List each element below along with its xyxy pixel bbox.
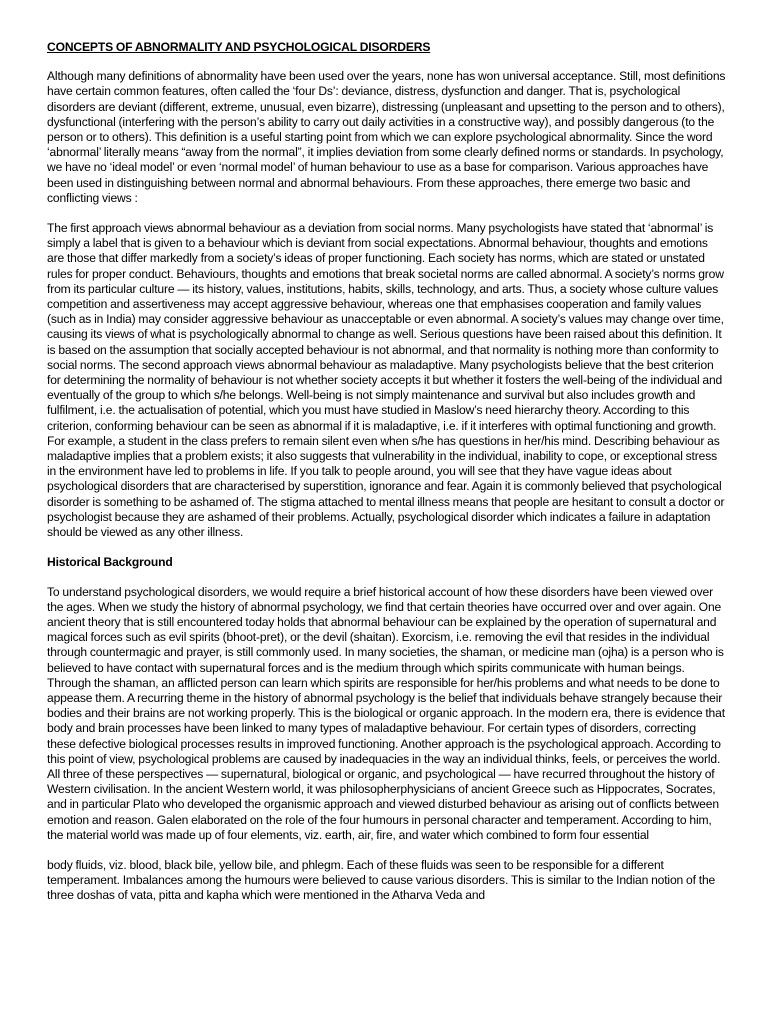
- paragraph-definition: Although many definitions of abnormality have been used over the years, none has won universal acceptance. Still, most definitions have certain common features, often called the ‘four Ds’: deviance, distress, dysfunction and danger. That is, psychological disorders are deviant (different, extreme, unusual, even bizarre), distressing (unpleasant and upsetting to the person and to others), dysfunctional (interfering with the person’s ability to carry out daily activities in a constructive way), and possibly dangerous (to the person or to others). This definition is a useful starting point from which we can explore psychological abnormality. Since the word ‘abnormal’ literally means “away from the normal”, it implies deviation from some clearly defined norms or standards. In psychology, we have no ‘ideal model’ or even ‘normal model’ of human behaviour to use as a base for comparison. Various approaches have been used in distinguishing between normal and abnormal behaviours. From these approaches, there emerge two basic and conflicting views :: [47, 69, 726, 205]
- document-title: CONCEPTS OF ABNORMALITY AND PSYCHOLOGICAL DISORDERS: [47, 40, 431, 54]
- section-heading: Historical Background: [47, 555, 173, 570]
- paragraph-approaches: The first approach views abnormal behaviour as a deviation from social norms. Many psychologists have stated that ‘abnormal’ is simply a label that is given to a behaviour which is deviant from social expectations. Abnormal behaviour, thoughts and emotions are those that differ markedly from a society’s ideas of proper functioning. Each society has norms, which are stated or unstated rules for proper conduct. Behaviours, thoughts and emotions that break societal norms are called abnormal. A society’s norms grow from its particular culture — its history, values, institutions, habits, skills, technology, and arts. Thus, a society whose culture values competition and assertiveness may accept aggressive behaviour, whereas one that emphasises cooperation and family values (such as in India) may consider aggressive behaviour as unacceptable or even abnormal. A society’s values may change over time, causing its views of what is psychologically abnormal to change as well. Serious questions have been raised about this definition. It is based on the assumption that socially accepted behaviour is not abnormal, and that normality is nothing more than conformity to social norms. The second approach views abnormal behaviour as maladaptive. Many psychologists believe that the best criterion for determining the normality of behaviour is not whether society accepts it but whether it fosters the well-being of the individual and eventually of the group to which s/he belongs. Well-being is not simply maintenance and survival but also includes growth and fulfilment, i.e. the actualisation of potential, which you must have studied in Maslow’s need hierarchy theory. According to this criterion, conforming behaviour can be seen as abnormal if it is maladaptive, i.e. if it interferes with optimal functioning and growth. For example, a student in the class prefers to remain silent even when s/he has questions in her/his mind. Describing behaviour as maladaptive implies that a problem exists; it also suggests that vulnerability in the individual, inability to cope, or exceptional stress in the environment have led to problems in life. If you talk to people around, you will see that they have vague ideas about psychological disorders that are characterised by superstition, ignorance and fear. Again it is commonly believed that psychological disorder is something to be ashamed of. The stigma attached to mental illness means that people are hesitant to consult a doctor or psychologist because they are ashamed of their problems. Actually, psychological disorder which indicates a failure in adaptation should be viewed as any other illness.: [47, 221, 725, 540]
- document-page: [47, 40, 727, 904]
- paragraph-humours: body fluids, viz. blood, black bile, yellow bile, and phlegm. Each of these fluids was seen to be responsible for a different temperament. Imbalances among the humours were believed to cause various disorders. This is similar to the Indian notion of the three doshas of vata, pitta and kapha which were mentioned in the Atharva Veda and: [47, 857, 716, 903]
- paragraph-history: To understand psychological disorders, we would require a brief historical account of how these disorders have been viewed over the ages. When we study the history of abnormal psychology, we find that certain theories have occurred over and over again. One ancient theory that is still encountered today holds that abnormal behaviour can be explained by the operation of supernatural and magical forces such as evil spirits (bhoot-pret), or the devil (shaitan). Exorcism, i.e. removing the evil that resides in the individual through countermagic and prayer, is still commonly used. In many societies, the shaman, or medicine man (ojha) is a person who is believed to have contact with supernatural forces and is the medium through which spirits communicate with human beings. Through the shaman, an afflicted person can learn which spirits are responsible for her/his problems and what needs to be done to appease them. A recurring theme in the history of abnormal psychology is the belief that individuals behave strangely because their bodies and their brains are not working properly. This is the biological or organic approach. In the modern era, there is evidence that body and brain processes have been linked to many types of maladaptive behaviour. For certain types of disorders, correcting these defective biological processes results in improved functioning. Another approach is the psychological approach. According to this point of view, psychological problems are caused by inadequacies in the way an individual thinks, feels, or perceives the world. All three of these perspectives — supernatural, biological or organic, and psychological — have recurred throughout the history of Western civilisation. In the ancient Western world, it was philosopherphysicians of ancient Greece such as Hippocrates, Socrates, and in particular Plato who developed the organismic approach and viewed disturbed behaviour as arising out of conflicts between emotion and reason. Galen elaborated on the role of the four humours in personal character and temperament. According to him, the material world was made up of four elements, viz. earth, air, fire, and water which combined to form four essential: [47, 584, 725, 842]
